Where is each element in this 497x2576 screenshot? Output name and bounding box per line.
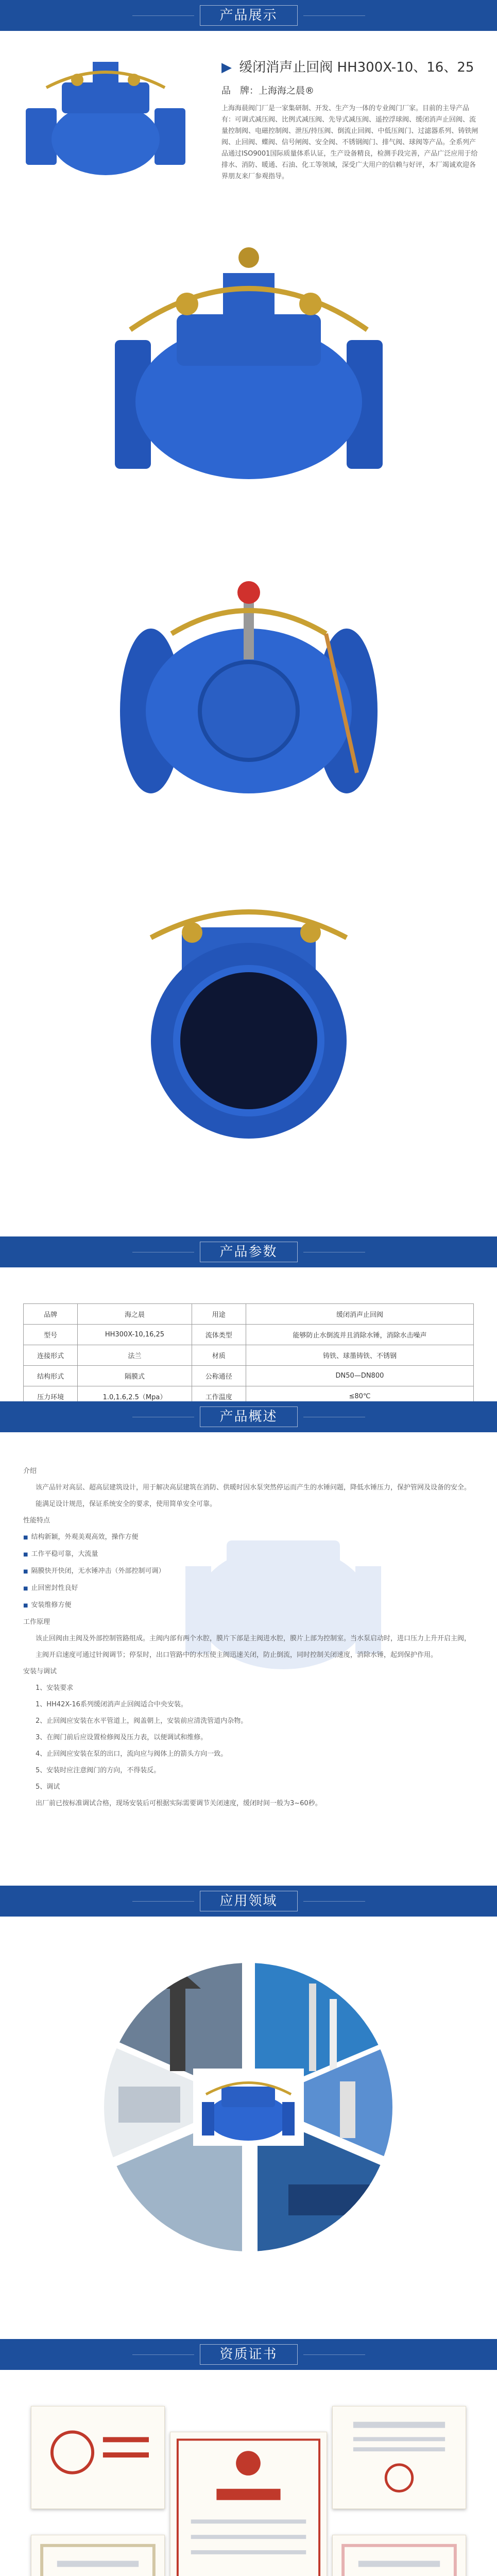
spec-label: 工作温度 [192, 1386, 246, 1407]
spec-value: 能够防止水倒流并且消除水锤，消除水击噪声 [246, 1325, 473, 1345]
spec-row [24, 1366, 474, 1386]
overview-line: ■ 止回密封性良好 [23, 1580, 476, 1597]
spec-value: 1.0,1.6,2.5（Mpa） [78, 1386, 192, 1407]
overview-line: 1、安装要求 [36, 1684, 74, 1692]
overview-line: 3、在阀门前后应设置检修阀及压力表，以便调试和维修。 [36, 1734, 208, 1741]
spec-label: 连接形式 [24, 1345, 78, 1366]
spec-label: 公称通径 [192, 1366, 246, 1386]
section-header-showcase [0, 0, 497, 31]
certificates-gallery [0, 2401, 497, 2576]
section-title: 应用领域 [200, 1891, 298, 1911]
title-arrow-icon: ▶ [221, 60, 232, 75]
overview-line: ■ 结构新颖，外观美观高效，操作方便 [23, 1529, 476, 1546]
spec-row [24, 1325, 474, 1345]
spec-table [23, 1303, 474, 1407]
overview-line: 1、HH42X-16系列缓闭消声止回阀适合中央安装。 [36, 1701, 187, 1708]
product-title: 缓闭消声止回阀 HH300X-10、16、25 [239, 60, 474, 75]
spec-value: HH300X-10,16,25 [78, 1325, 192, 1345]
section-title: 资质证书 [200, 2344, 298, 2365]
valve-image-bore [0, 866, 497, 1154]
overview-line: 出厂前已按标准调试合格，现场安装后可根据实际需要调节关闭速度，缓闭时间一般为3~60秒。 [36, 1800, 322, 1807]
overview-line: 4、止回阀应安装在泵的出口，流向应与阀体上的箭头方向一致。 [36, 1750, 228, 1758]
spec-value: 缓闭消声止回阀 [246, 1304, 473, 1325]
product-description: 上海海晨阀门厂是一家集研制、开发、生产为一体的专业阀门厂家。目前的主导产品有：可调式减压阀、比例式减压阀、先导式减压阀、遥控浮球阀、缓闭消声止回阀、流量控制阀、电磁控制阀、泄压/持压阀、倒流止回阀、中低压阀门、过滤器系列、铸铁闸阀、止回阀、蝶阀、信号闸阀、安全阀、不锈钢阀门、排气阀、球阀等产品。全系列产品通过ISO9001国际质量体系认证，生产设备精良，检测手段完善，产品广泛应用于给排水、消防、暖通、石油、化工等领域，深受广大用户的信赖与好评，本厂竭诚欢迎各界朋友来厂参观指导。 [221, 105, 478, 180]
spec-label: 型号 [24, 1325, 78, 1345]
spec-label: 用途 [192, 1304, 246, 1325]
spec-value: 铸铁、球墨铸铁、不锈钢 [246, 1345, 473, 1366]
overview-line: 性能特点 [23, 1517, 50, 1524]
spec-label: 压力环境 [24, 1386, 78, 1407]
valve-thumbnail-image [15, 52, 196, 185]
overview-line: 5、安装时应注意阀门的方向，不得装反。 [36, 1767, 161, 1774]
spec-row [24, 1304, 474, 1325]
spec-value: 隔膜式 [78, 1366, 192, 1386]
overview-line: 5、调试 [36, 1783, 60, 1791]
spec-value: DN50—DN800 [246, 1366, 473, 1386]
overview-line: ■ 工作平稳可靠，大流量 [23, 1546, 476, 1563]
overview-line: 能满足设计规范，保证系统安全的要求，使用简单安全可靠。 [36, 1500, 217, 1508]
section-header-params [0, 1236, 497, 1267]
valve-image-side [0, 556, 497, 845]
spec-label: 结构形式 [24, 1366, 78, 1386]
spec-value: 海之晨 [78, 1304, 192, 1325]
section-title: 产品展示 [200, 5, 298, 26]
valve-image-front [0, 227, 497, 536]
overview-line: 工作原理 [23, 1618, 50, 1626]
spec-value: 法兰 [78, 1345, 192, 1366]
overview-line: 2、止回阀应安装在水平管道上，阀盖朝上，安装前应清洗管道内杂物。 [36, 1717, 248, 1725]
product-brand: 品 牌：上海海之晨® [221, 86, 314, 96]
certificate-image-2 [332, 2406, 466, 2509]
spec-row [24, 1345, 474, 1366]
business-license-image [170, 2432, 327, 2576]
overview-line: 介绍 [23, 1467, 37, 1475]
overview-line: 该产品针对高层、超高层建筑设计，用于解决高层建筑在消防、供暖时因水泵突然停运而产生的水锤问题，降低水锤压力，保护管网及设备的安全。 [36, 1484, 471, 1492]
spec-value: ≤80℃ [246, 1386, 473, 1407]
spec-label: 流体类型 [192, 1325, 246, 1345]
overview-text [23, 1463, 476, 1812]
overview-line: 该止回阀由主阀及外部控制管路组成。主阀内部有两个水腔，膜片下部是主阀进水腔，膜片上部为控制室。当水泵启动时，进口压力上升开启主阀，主阀开启速度可通过针阀调节；停泵时，出口管路中的水压使主阀迅速关闭，防止倒流，同时控制关闭速度，消除水锤，起到保护作用。 [36, 1635, 471, 1659]
certificate-image-3 [31, 2535, 165, 2576]
certificate-image-4 [332, 2535, 466, 2576]
overview-line: 安装与调试 [23, 1668, 57, 1675]
section-header-certificates [0, 2339, 497, 2370]
overview-line: ■ 安装维修方便 [23, 1597, 476, 1614]
product-intro [15, 41, 482, 196]
section-header-application [0, 1886, 497, 1917]
section-title: 产品参数 [200, 1242, 298, 1262]
application-collage [0, 1947, 497, 2267]
section-title: 产品概述 [200, 1406, 298, 1427]
spec-label: 品牌 [24, 1304, 78, 1325]
spec-label: 材质 [192, 1345, 246, 1366]
overview-line: ■ 隔膜快开快闭，无水锤冲击（外部控制可调） [23, 1563, 476, 1580]
section-header-overview [0, 1401, 497, 1432]
certificate-image-1 [31, 2406, 165, 2509]
